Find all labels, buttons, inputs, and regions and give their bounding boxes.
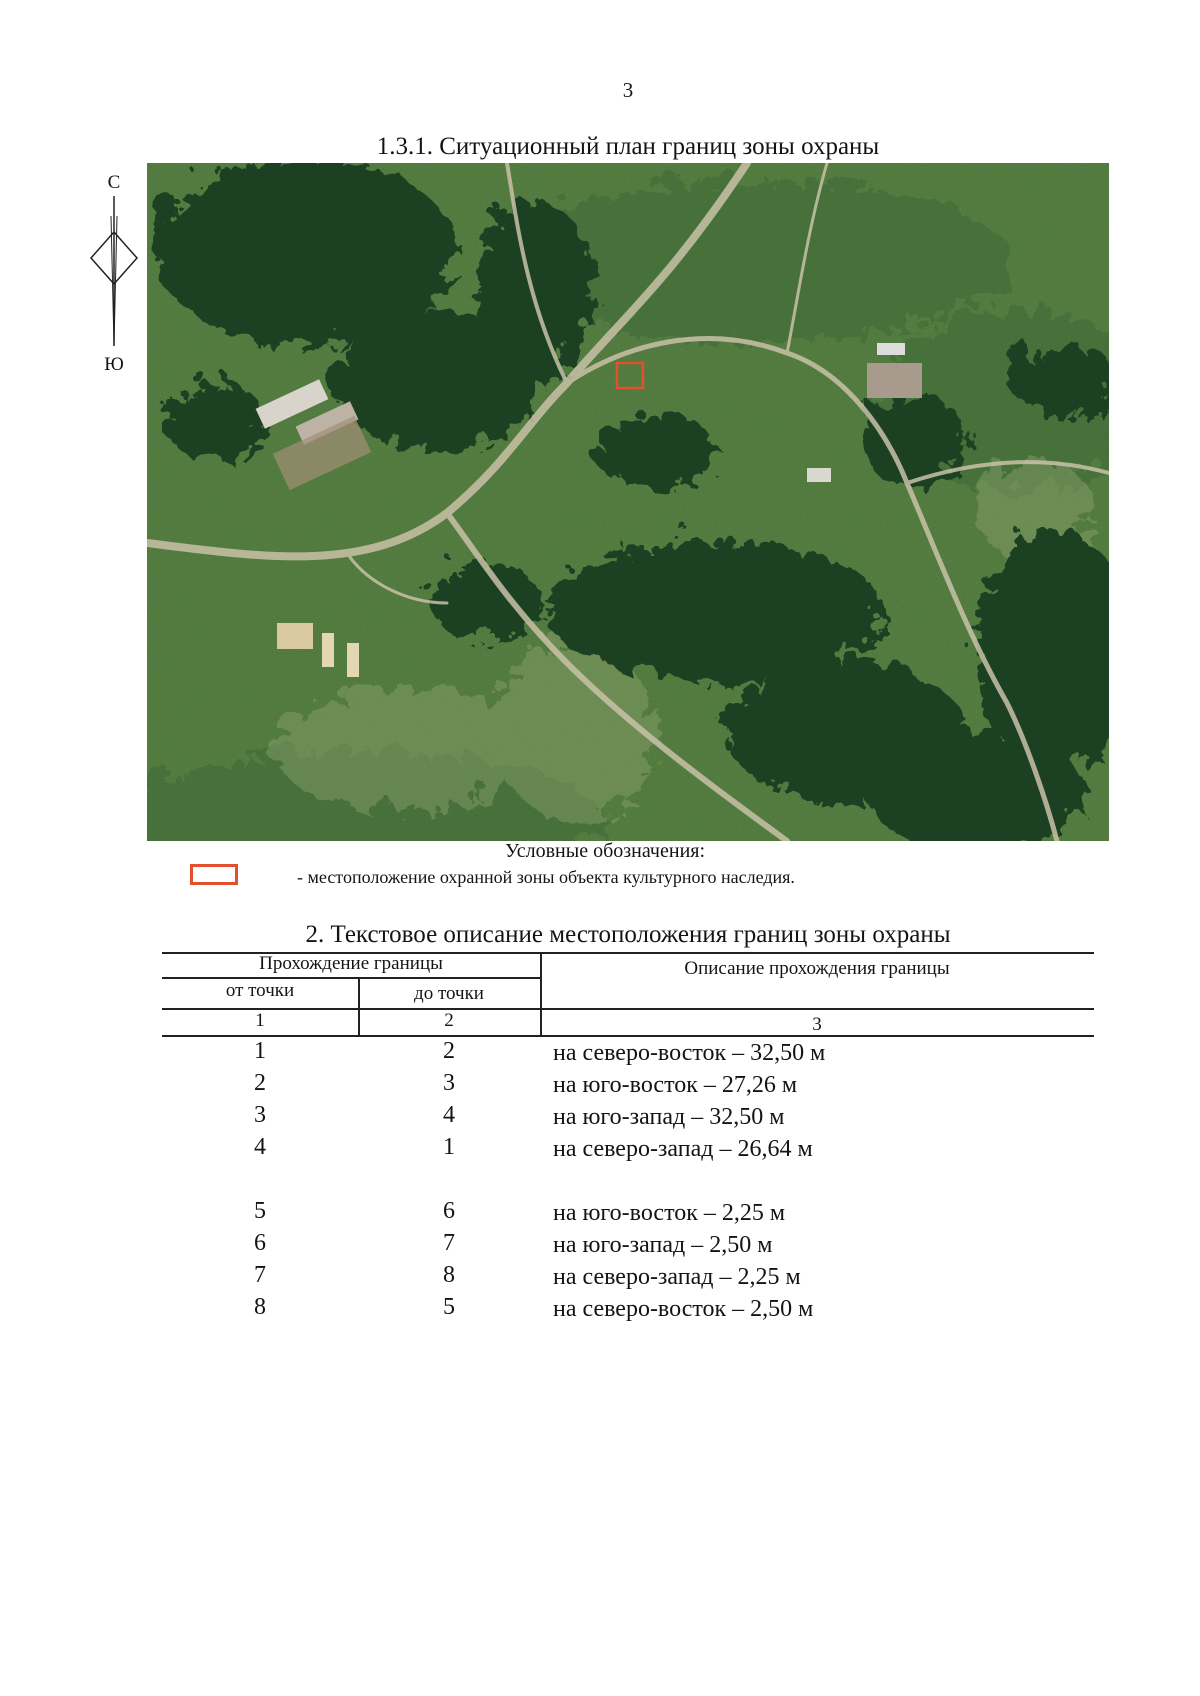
- table-row-2-desc: на юго-восток – 27,26 м: [553, 1072, 798, 1098]
- table-row-4-desc: на северо-запад – 26,64 м: [553, 1136, 813, 1162]
- table-row-1-from: 1: [254, 1038, 266, 1064]
- table-row-1-to: 2: [443, 1038, 455, 1064]
- table-row-5-desc: на юго-восток – 2,25 м: [553, 1200, 786, 1226]
- table-col-number-1: 1: [255, 1010, 265, 1031]
- satellite-map-image: [147, 163, 1109, 841]
- table-row-7-desc: на северо-запад – 2,25 м: [553, 1264, 801, 1290]
- north-arrow: [84, 172, 144, 375]
- section-title: 2. Текстовое описание местоположения границ зоны охраны: [305, 921, 951, 948]
- table-row-7-to: 8: [443, 1262, 455, 1288]
- table-header-desc: Описание прохождения границы: [684, 958, 950, 979]
- compass-south-label: Ю: [104, 354, 124, 375]
- table-row-8-to: 5: [443, 1294, 455, 1320]
- table-row-8-desc: на северо-восток – 2,50 м: [553, 1296, 814, 1322]
- table-row-6-to: 7: [443, 1230, 455, 1256]
- table-row-4-to: 1: [443, 1134, 455, 1160]
- table-row-2-to: 3: [443, 1070, 455, 1096]
- plan-title: 1.3.1. Ситуационный план границ зоны охраны: [376, 133, 880, 160]
- legend-title: Условные обозначения:: [505, 840, 706, 862]
- legend-zone-swatch: [190, 864, 238, 885]
- table-row-7-from: 7: [254, 1262, 266, 1288]
- legend-item-text: - местоположение охранной зоны объекта культурного наследия.: [297, 867, 795, 887]
- compass-north-label: С: [107, 172, 121, 193]
- table-row-5-to: 6: [443, 1198, 455, 1224]
- table-header-group: Прохождение границы: [259, 953, 443, 974]
- table-row-2-from: 2: [254, 1070, 266, 1096]
- table-col-number-3: 3: [812, 1014, 822, 1035]
- table-row-6-from: 6: [254, 1230, 266, 1256]
- table-header-to: до точки: [414, 983, 484, 1004]
- boundary-table: [162, 952, 1094, 1322]
- table-row-6-desc: на юго-запад – 2,50 м: [553, 1232, 773, 1258]
- compass-arrow-icon: [84, 196, 144, 356]
- table-row-4-from: 4: [254, 1134, 266, 1160]
- satellite-map: [147, 163, 1109, 841]
- table-rule-group: [162, 977, 540, 979]
- table-col-number-2: 2: [444, 1010, 454, 1031]
- table-row-3-from: 3: [254, 1102, 266, 1128]
- table-row-3-desc: на юго-запад – 32,50 м: [553, 1104, 785, 1130]
- table-row-5-from: 5: [254, 1198, 266, 1224]
- table-row-8-from: 8: [254, 1294, 266, 1320]
- table-row-3-to: 4: [443, 1102, 455, 1128]
- table-row-1-desc: на северо-восток – 32,50 м: [553, 1040, 826, 1066]
- page-number: 3: [622, 78, 634, 102]
- table-header-from: от точки: [225, 980, 295, 1001]
